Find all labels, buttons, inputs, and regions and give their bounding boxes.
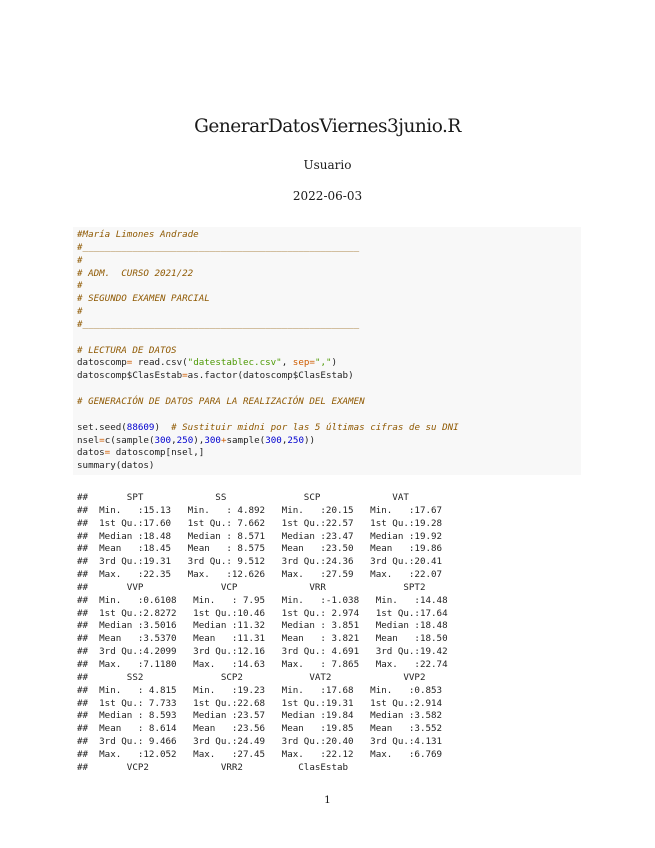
code-string: "," [314,357,332,369]
code-token: = [182,370,188,382]
code-token: )) [303,434,316,446]
code-token: = [104,447,111,459]
code-number: 300 [154,434,172,446]
code-comment: # Sustituir midni por las 5 últimas cifras de su DNI [171,421,459,433]
code-number: 88609 [126,421,155,433]
code-token: datoscomp [77,357,127,369]
code-line [77,293,459,306]
code-token: , [281,434,288,446]
code-line [77,409,459,422]
code-line [77,396,459,409]
code-token: ) [154,421,172,433]
code-token: set.seed( [77,421,127,433]
code-line [77,345,459,358]
code-line [77,306,459,319]
code-token: as.factor(datoscomp$ClasEstab) [187,370,354,382]
output-line: ## 1st Qu.:2.8272 1st Qu.:10.46 1st Qu.: 2.974 1st Qu.:17.64 [77,607,448,619]
code-comment: # [77,254,83,266]
output-line: ## Min. :0.6108 Min. : 7.95 Min. :-1.038 Min. :14.48 [77,594,448,606]
code-line [77,357,459,370]
code-line [77,229,459,242]
code-line [77,268,459,281]
code-comment: # [77,306,83,318]
code-line [77,242,459,255]
document-date: 2022-06-03 [292,189,363,203]
code-line [77,383,459,396]
output-line: ## VVP VCP VRR SPT2 [77,581,426,593]
output-line: ## Max. :7.1180 Max. :14.63 Max. : 7.865 Max. :22.74 [77,658,448,670]
code-number: 250 [176,434,194,446]
output-line: ## 1st Qu.:17.60 1st Qu.: 7.662 1st Qu.:22.57 1st Qu.:19.28 [77,517,443,529]
code-number: 250 [287,434,304,446]
document-author: Usuario [303,158,352,172]
code-line [77,370,459,383]
code-number: 300 [204,434,221,446]
output-line: ## Mean :18.45 Mean : 8.575 Mean :23.50 Mean :19.86 [77,543,443,555]
code-token: sep= [292,357,315,369]
document-title: GenerarDatosViernes3junio.R [194,116,461,137]
code-token: ) [331,357,338,369]
code-line [77,435,459,448]
output-line: ## 3rd Qu.:19.31 3rd Qu.: 9.512 3rd Qu.:24.36 3rd Qu.:20.41 [77,556,443,568]
code-token: = [126,357,133,369]
code-line [77,280,459,293]
code-token: , [281,357,293,369]
output-line: ## SPT SS SCP VAT [77,492,409,503]
output-block [77,492,448,775]
output-line: ## Mean :3.5370 Mean :11.31 Mean : 3.821 Mean :18.50 [77,633,448,645]
code-comment: # LECTURA DE DATOS [77,344,177,356]
code-block [77,229,459,473]
code-number: 300 [265,434,282,446]
output-line: ## Mean : 8.614 Mean :23.56 Mean :19.85 Mean :3.552 [77,723,443,735]
code-token: = [99,434,105,446]
output-line: ## Max. :22.35 Max. :12.626 Max. :27.59 Max. :22.07 [77,569,443,581]
output-line: ## 3rd Qu.: 9.466 3rd Qu.:24.49 3rd Qu.:20.40 3rd Qu.:4.131 [77,736,443,748]
code-comment: # ADM. CURSO 2021/22 [77,267,194,279]
code-token: nsel [77,434,100,446]
code-token: read.csv( [132,357,188,369]
code-token: datoscomp$ClasEstab [77,370,183,382]
code-token: summary(datos) [77,460,155,472]
code-line [77,255,459,268]
output-line: ## 1st Qu.: 7.733 1st Qu.:22.68 1st Qu.:19.31 1st Qu.:2.914 [77,697,443,709]
code-line [77,319,459,332]
code-comment: # SEGUNDO EXAMEN PARCIAL [77,293,210,305]
code-token: , [171,434,177,446]
code-token: ), [193,434,205,446]
code-token: datos [77,447,105,459]
code-line [77,332,459,345]
output-line: ## Min. :15.13 Min. : 4.892 Min. :20.15 Min. :17.67 [77,504,443,516]
code-token: sample( [226,434,266,446]
output-line: ## Max. :12.052 Max. :27.45 Max. :22.12 Max. :6.769 [77,748,443,760]
code-token: c(sample( [104,434,155,446]
output-line: ## Min. : 4.815 Min. :19.23 Min. :17.68 Min. :0.853 [77,684,443,696]
output-line: ## VCP2 VRR2 ClasEstab [77,761,349,773]
code-comment: #__________________________________________________ [77,241,360,253]
output-line: ## Median :18.48 Median : 8.571 Median :23.47 Median :19.92 [77,530,443,542]
code-line [77,447,459,460]
output-line: ## Median :3.5016 Median :11.32 Median : 3.851 Median :18.48 [77,620,448,632]
code-line [77,460,459,473]
output-line: ## 3rd Qu.:4.2099 3rd Qu.:12.16 3rd Qu.: 4.691 3rd Qu.:19.42 [77,646,448,658]
code-token: + [220,434,227,446]
output-line: ## SS2 SCP2 VAT2 VVP2 [77,671,426,683]
code-comment: # [77,280,83,292]
output-line: ## Median : 8.593 Median :23.57 Median :19.84 Median :3.582 [77,710,443,722]
code-comment: #__________________________________________________ [77,318,360,330]
code-comment: # GENERACIÓN DE DATOS PARA LA REALIZACIÓN DEL EXAMEN [77,395,365,407]
code-line [77,422,459,435]
page-number: 1 [324,794,331,806]
code-string: "datestablec.csv" [187,357,282,369]
code-comment: #María Limones Andrade [77,229,199,240]
code-token: datoscomp[nsel,] [110,447,205,459]
